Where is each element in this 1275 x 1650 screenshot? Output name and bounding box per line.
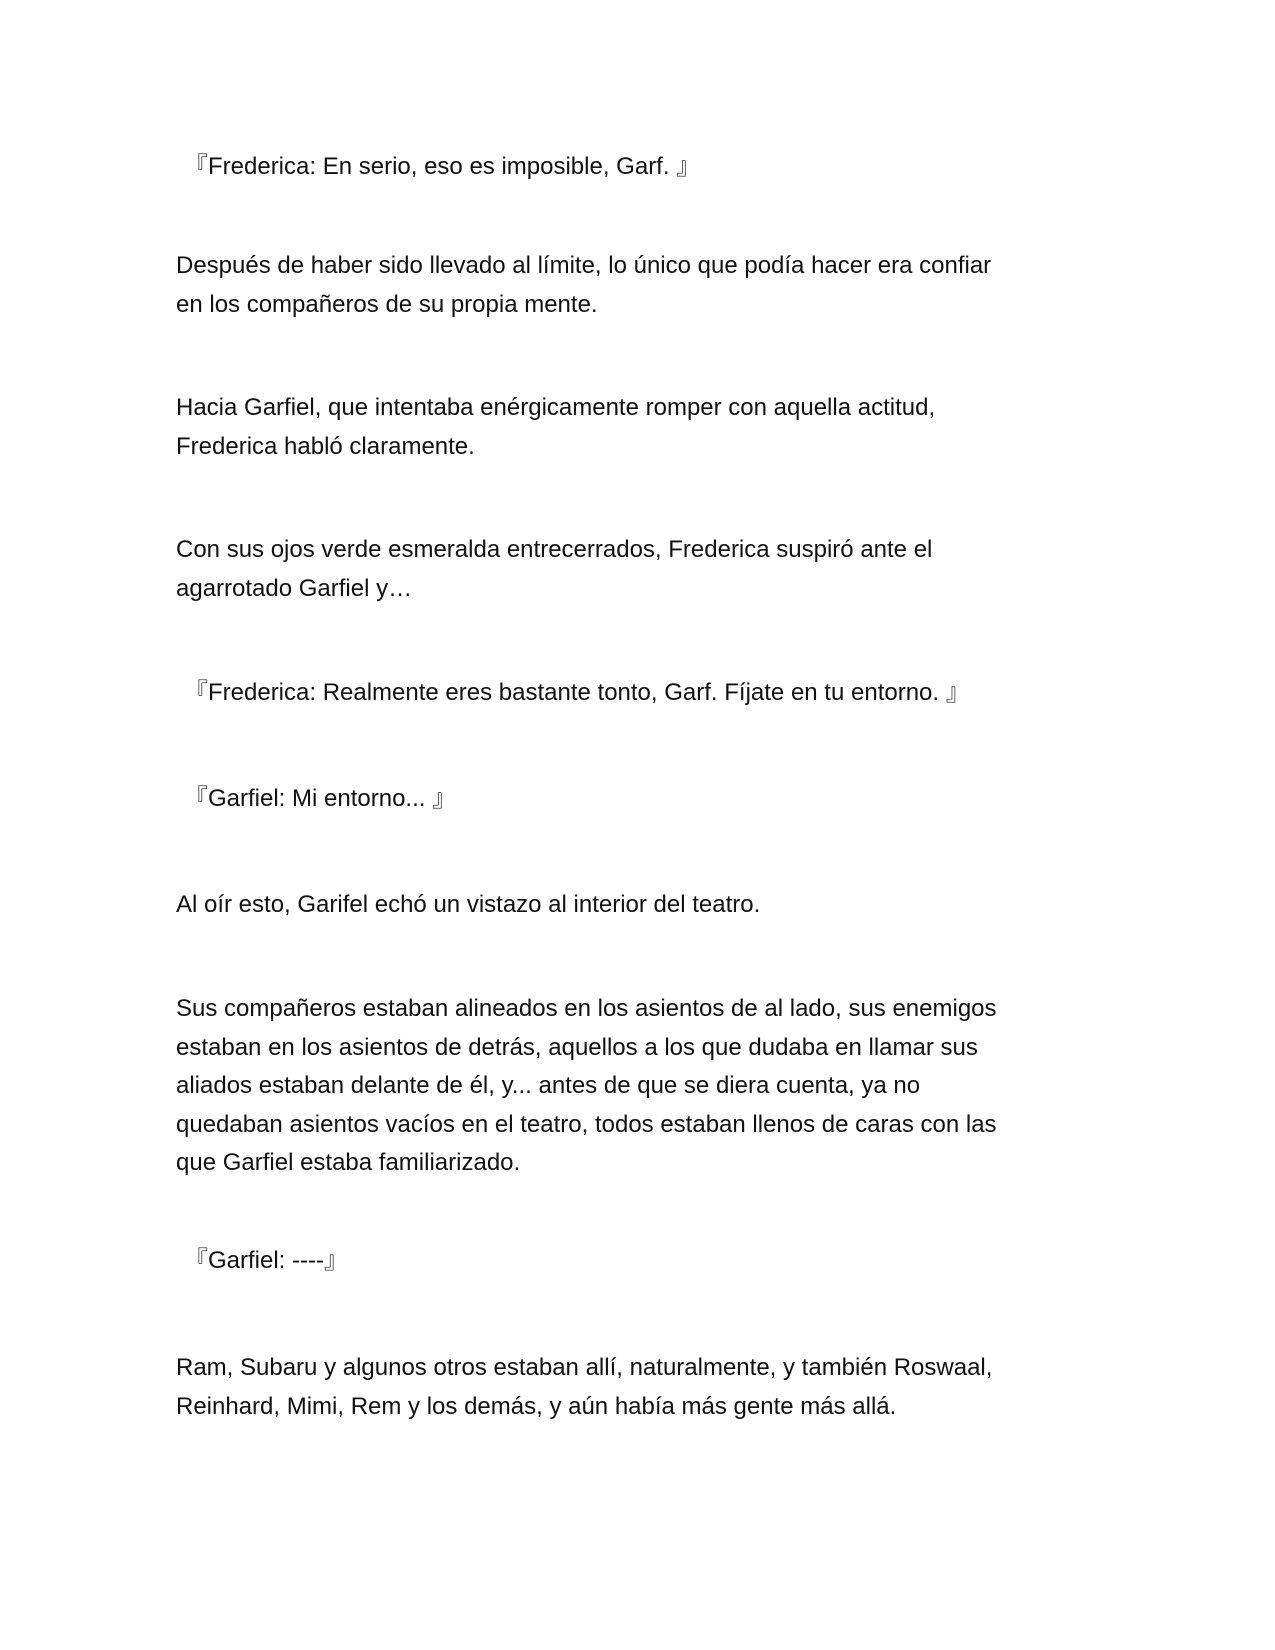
paragraph-vistazo	[176, 886, 1096, 925]
dialogue-text: 『Garfiel: ----』	[184, 1247, 348, 1274]
paragraph-limite	[176, 247, 1096, 324]
dialogue-garfiel-silence	[184, 1242, 1104, 1281]
paragraph-line: aliados estaban delante de él, y... antes de que se diera cuenta, ya no	[176, 1072, 921, 1099]
paragraph-companeros	[176, 990, 1096, 1183]
dialogue-text: 『Frederica: Realmente eres bastante tonto, Garf. Fíjate en tu entorno. 』	[184, 679, 970, 706]
paragraph-line: que Garfiel estaba familiarizado.	[176, 1149, 521, 1176]
dialogue-text: 『Frederica: En serio, eso es imposible, Garf. 』	[184, 153, 701, 180]
paragraph-line: Reinhard, Mimi, Rem y los demás, y aún había más gente más allá.	[176, 1392, 897, 1420]
dialogue-text: 『Garfiel: Mi entorno... 』	[184, 785, 457, 812]
paragraph-line: Frederica habló claramente.	[176, 432, 475, 460]
paragraph-line: quedaban asientos vacíos en el teatro, todos estaban llenos de caras con las	[176, 1110, 997, 1138]
dialogue-frederica-entorno	[184, 674, 1104, 713]
paragraph-line: Después de haber sido llevado al límite, lo único que podía hacer era confiar	[176, 252, 992, 279]
paragraph-line: Hacia Garfiel, que intentaba enérgicamente romper con aquella actitud,	[176, 394, 936, 421]
paragraph-ojos-verdes	[176, 531, 1096, 608]
paragraph-line: Al oír esto, Garifel echó un vistazo al interior del teatro.	[176, 891, 761, 918]
paragraph-line: estaban en los asientos de detrás, aquellos a los que dudaba en llamar sus	[176, 1033, 978, 1061]
paragraph-line: agarrotado Garfiel y…	[176, 574, 413, 602]
paragraph-line: Con sus ojos verde esmeralda entrecerrados, Frederica suspiró ante el	[176, 536, 933, 563]
paragraph-ram-subaru	[176, 1349, 1096, 1426]
paragraph-line: en los compañeros de su propia mente.	[176, 290, 598, 318]
paragraph-line: Sus compañeros estaban alineados en los asientos de al lado, sus enemigos	[176, 995, 997, 1022]
paragraph-line: Ram, Subaru y algunos otros estaban allí, naturalmente, y también Roswaal,	[176, 1354, 993, 1381]
paragraph-hacia-garfiel	[176, 389, 1096, 466]
dialogue-garfiel-entorno	[184, 780, 1104, 819]
dialogue-frederica-imposible	[184, 148, 1104, 187]
